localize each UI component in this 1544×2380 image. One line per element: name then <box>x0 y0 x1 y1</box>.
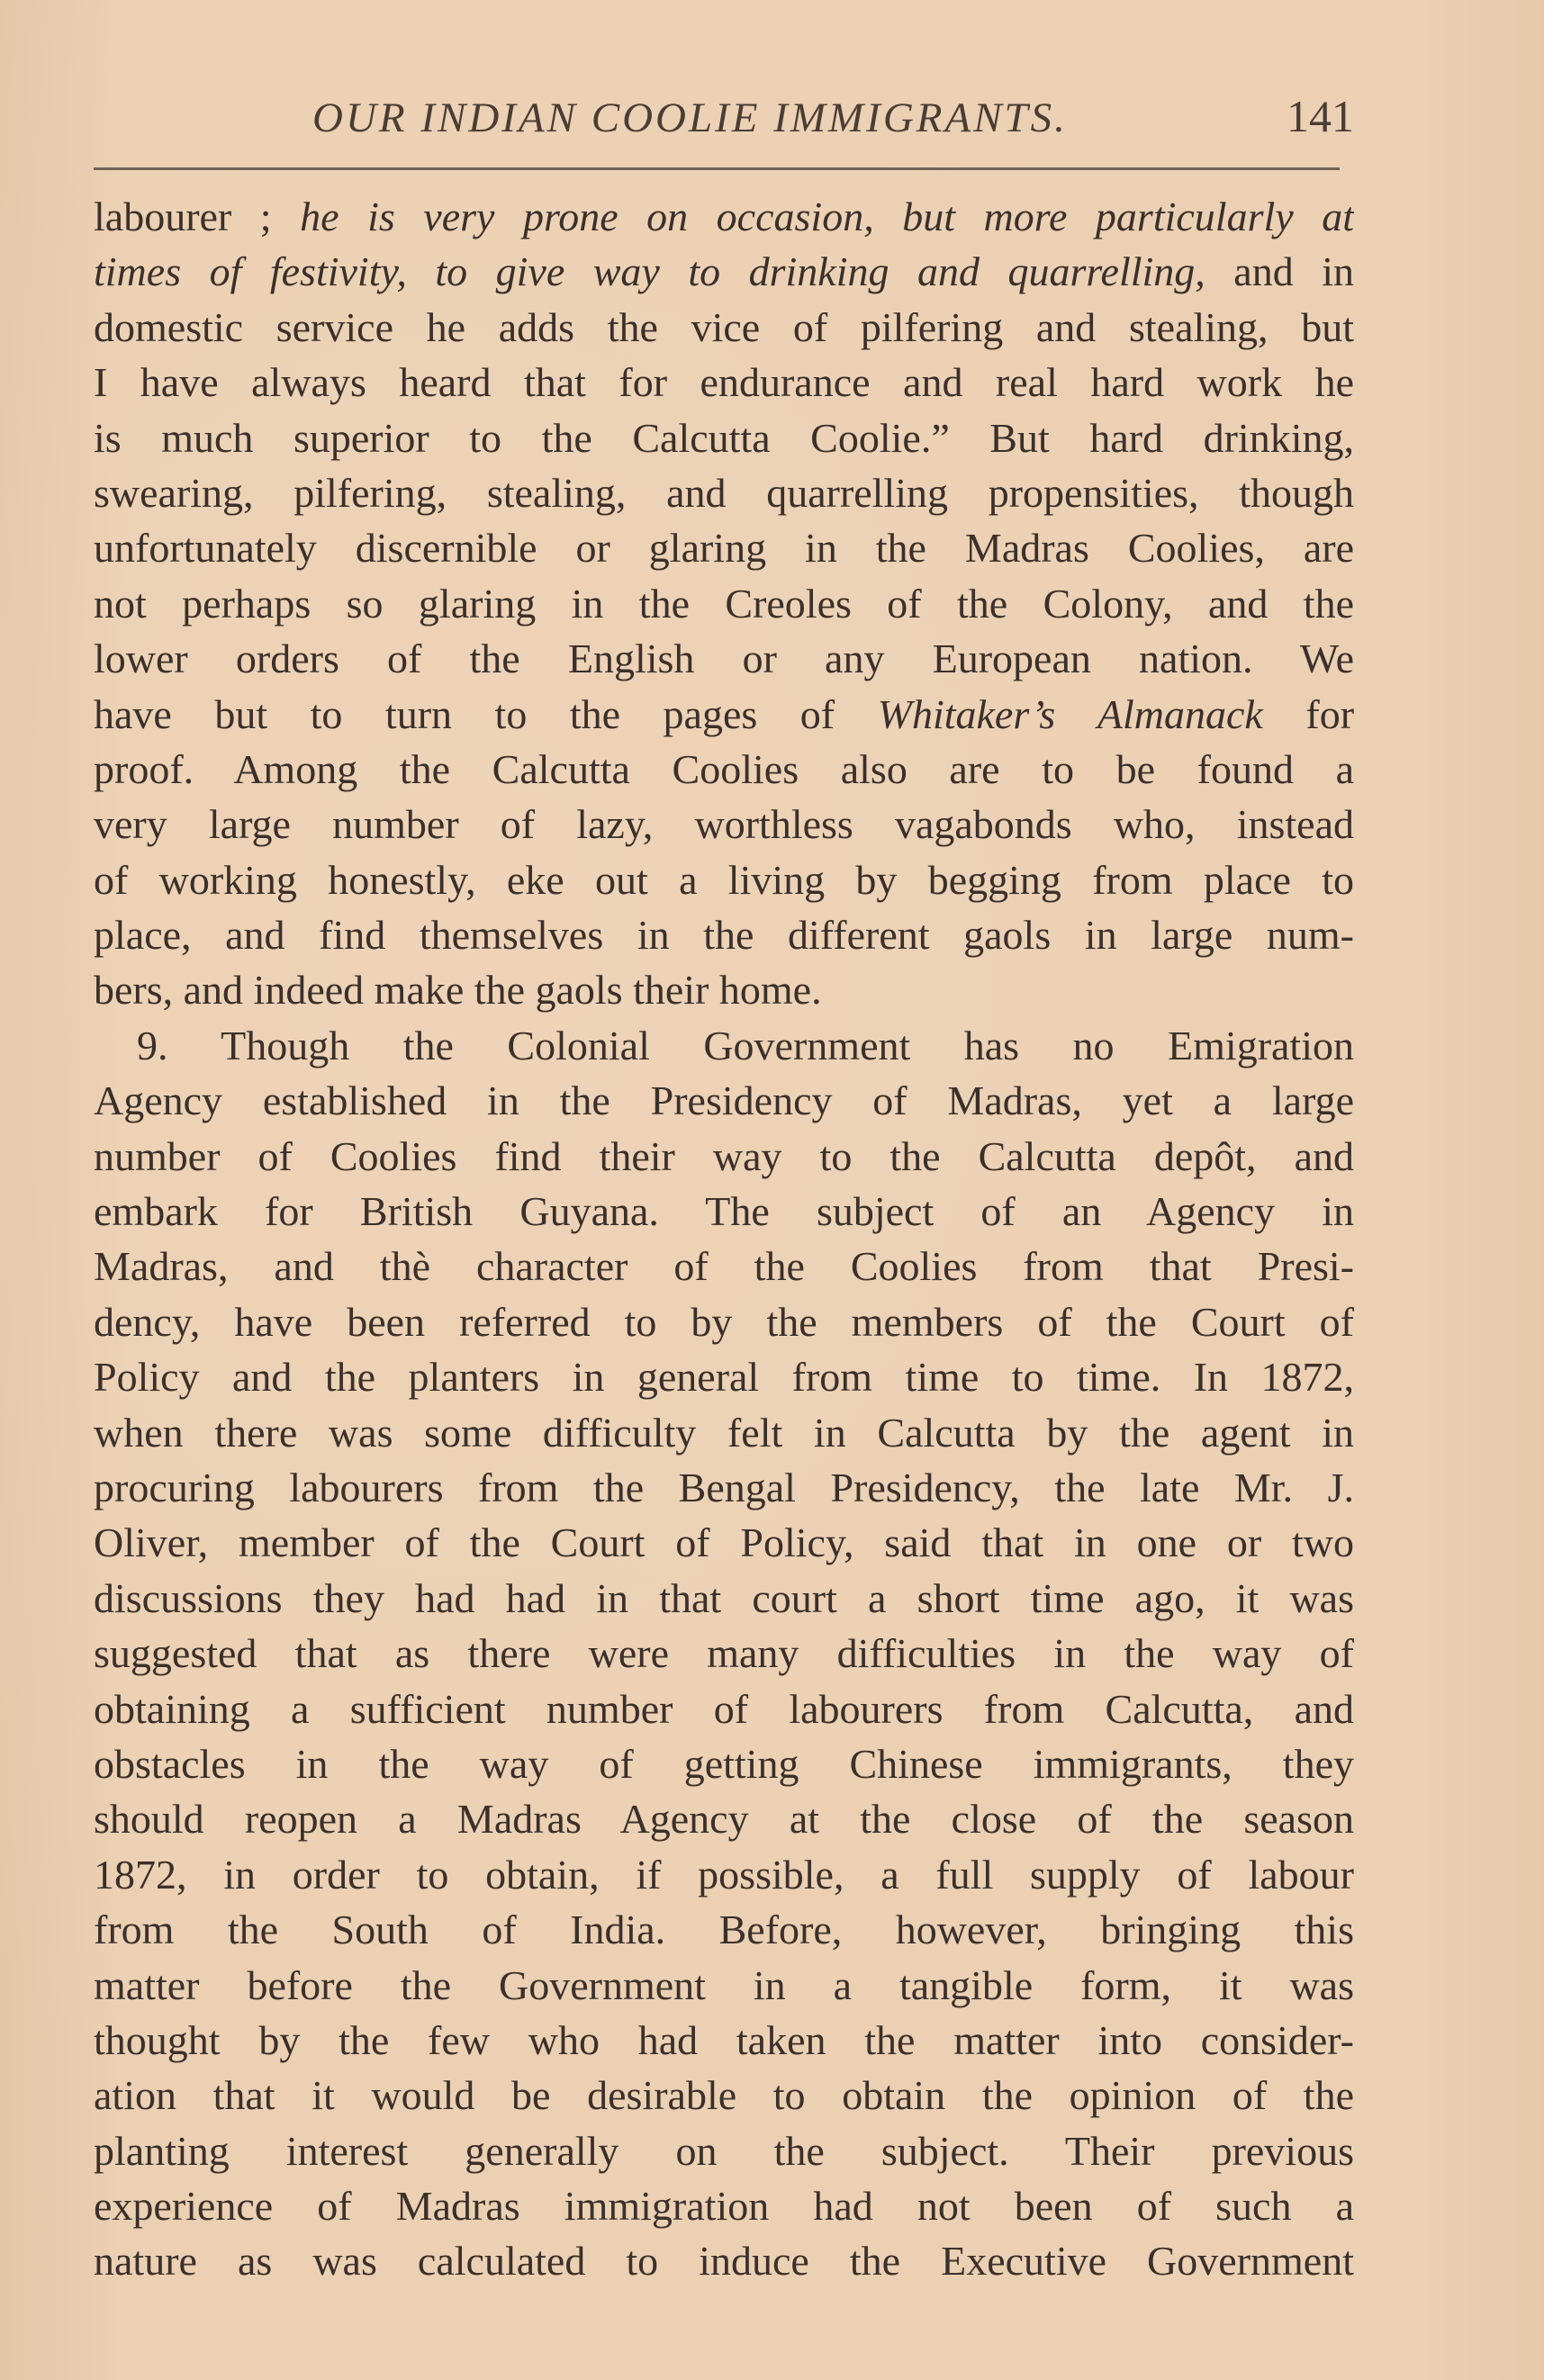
text-line: bers, and indeed make the gaols their home. <box>94 967 822 1014</box>
text-line: embark for British Guyana. The subject of an Agency in <box>94 1188 1354 1235</box>
text-line: 1872, in order to obtain, if possible, a full supply of labour <box>94 1851 1354 1898</box>
text-line: domestic service he adds the vice of pilfering and stealing, but <box>94 303 1354 350</box>
text-line: times of festivity, to give way to drinking and quarrelling, and in <box>94 248 1354 295</box>
text-line: discussions they had had in that court a short time ago, it was <box>94 1574 1354 1621</box>
text-line: I have always heard that for endurance and real hard work he <box>94 359 1354 406</box>
text-line: when there was some difficulty felt in Calcutta by the agent in <box>94 1409 1354 1456</box>
paragraph-start-line: 9. Though the Colonial Government has no Emigration <box>137 1022 1354 1068</box>
text-line: place, and find themselves in the different gaols in large num- <box>94 912 1354 959</box>
text-line: lower orders of the English or any European nation. We <box>94 636 1354 682</box>
text-line: not perhaps so glaring in the Creoles of the Colony, and the <box>94 580 1354 627</box>
text-line: labourer ; he is very prone on occasion, but more particularly at <box>94 194 1354 239</box>
text-line: experience of Madras immigration had not been of such a <box>94 2183 1354 2230</box>
page-number: 141 <box>1287 91 1354 141</box>
text-line: very large number of lazy, worthless vagabonds who, instead <box>94 801 1354 848</box>
running-title: OUR INDIAN COOLIE IMMIGRANTS. <box>312 95 1068 141</box>
text-line: obtaining a sufficient number of labourers from Calcutta, and <box>94 1685 1354 1732</box>
text-line: have but to turn to the pages of Whitaker’s Almanack for <box>94 690 1354 737</box>
text-line: Oliver, member of the Court of Policy, said that in one or two <box>94 1519 1354 1566</box>
text-line: matter before the Government in a tangible form, it was <box>94 1961 1354 2008</box>
text-line: obstacles in the way of getting Chinese immigrants, they <box>94 1740 1354 1787</box>
text-line: planting interest generally on the subject. Their previous <box>94 2127 1354 2174</box>
text-line: Madras, and thè character of the Coolies from that Presi- <box>94 1243 1354 1290</box>
text-line: procuring labourers from the Bengal Presidency, the late Mr. J. <box>94 1464 1354 1510</box>
running-head <box>94 91 1354 157</box>
text-line: proof. Among the Calcutta Coolies also are to be found a <box>94 745 1354 792</box>
text-line: nature as was calculated to induce the Executive Government <box>94 2238 1354 2285</box>
header-rule <box>94 167 1340 170</box>
body-text <box>94 189 1354 2289</box>
text-line: thought by the few who had taken the matter into consider- <box>94 2016 1354 2063</box>
text-line: Agency established in the Presidency of Madras, yet a large <box>94 1077 1354 1124</box>
text-line: suggested that as there were many difficulties in the way of <box>94 1630 1354 1677</box>
text-line: dency, have been referred to by the members of the Court of <box>94 1298 1354 1345</box>
text-line: of working honestly, eke out a living by begging from place to <box>94 856 1354 903</box>
text-line: swearing, pilfering, stealing, and quarrelling propensities, though <box>94 469 1354 516</box>
text-line: number of Coolies find their way to the Calcutta depôt, and <box>94 1132 1354 1179</box>
text-line: ation that it would be desirable to obtain the opinion of the <box>94 2072 1354 2119</box>
text-line: unfortunately discernible or glaring in the Madras Coolies, are <box>94 525 1354 572</box>
text-line: should reopen a Madras Agency at the close of the season <box>94 1796 1354 1843</box>
text-line: Policy and the planters in general from time to time. In 1872, <box>94 1354 1354 1401</box>
text-line: from the South of India. Before, however, bringing this <box>94 1907 1354 1953</box>
text-line: is much superior to the Calcutta Coolie.” But hard drinking, <box>94 414 1354 461</box>
